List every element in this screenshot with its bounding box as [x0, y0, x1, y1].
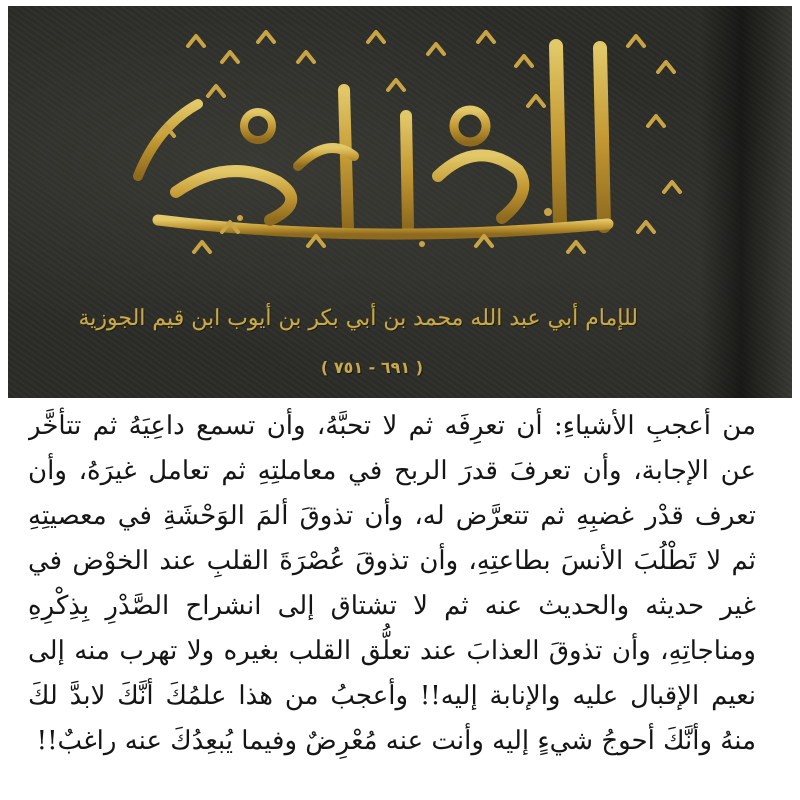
passage-text: من أعجبِ الأشياءِ: أن تعرِفَه ثم لا تحبَّهُ، وأن تسمع داعِيَهُ ثم تتأخَّر عن الإجابة، وأن تعرفَ قدرَ الربح في معاملتِهِ ثم تعامل غيرَهُ، وأن تعرف قدْر غضبِهِ ثم تتعرَّض له، وأن تذوقَ ألمَ الوَحْشَةِ في معصيتِهِ ثم لا تَطْلُبَ الأنسَ بطاعتِهِ، وأن تذوقَ عُصْرَةَ القلبِ عند الخوْض في غير حديثه والحديث عنه ثم لا تشتاق إلى انشراح الصَّدْرِ بِذِكْرِهِ ومناجاتِهِ، وأن تذوقَ العذابَ عند تعلُّق القلب بغيره ولا تهرب منه إلى نعيم الإقبال عليه والإنابة إليه!! وأعجبُ من هذا علمُكَ أنَّكَ لابدَّ لكَ منهُ وأنَّكَ أحوجُ شيءٍ إليه وأنت عنه مُعْرِضٌ وفيما يُبعِدُكَ عنه راغبٌ!!	[28, 411, 756, 756]
calligraphy-title-art	[8, 6, 792, 398]
cover-years-badge: ( ٦٩١ - ٧٥١ )	[320, 358, 424, 377]
cover-author-line: للإمام أبي عبد الله محمد بن أبي بكر بن أيوب ابن قيم الجوزية	[78, 306, 638, 331]
book-cover	[8, 6, 792, 398]
